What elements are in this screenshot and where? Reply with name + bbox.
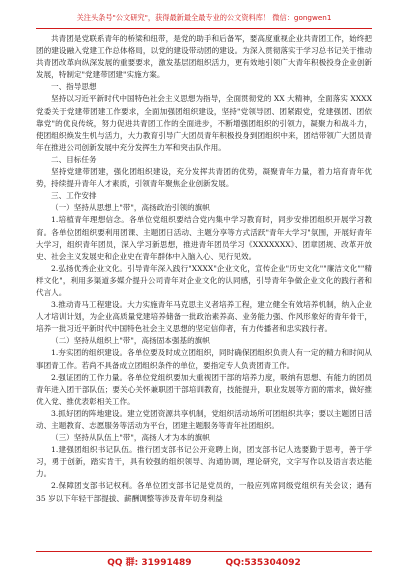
body-paragraph: 坚持以习近平新时代中国特色社会主义思想为指导，全面贯彻党的 XX 大精神，全面落实 XXXX 党委关于党建带团建工作要求，全面加强团组织建设，坚持"党领导团、团紧跟党，党建强团、团依靠党"的优良传统，努力促进共青团工作的全面进步，不断增强团组织的引领力，凝聚力和战斗力，使团组织焕发生机与活力，大力教育引导广大团员青年积极投身到团组织中来，团结带领广大团员青年在推进公司创新发展中充分发挥生力军和突击队作用。 <box>36 94 372 152</box>
body-paragraph: 2.强证团的工作力量。各单位党组织要加大重视团干部的培养力度，吸纳有思想、有能力的团员青年进入团干部队伍；要关心关怀兼职团干部培训教育，技能提升，职业发展等方面的需求，做好推优入党、推优表彰相关工作。 <box>36 372 372 406</box>
section-heading: 二、目标任务 <box>51 154 97 164</box>
body-paragraph: 共青团是党联系青年的桥梁和纽带，是党的助手和后备军，要高度重视企业共青团工作，始终把团的建设融入党建工作总体格局，以党的建设带动团的建设。为深入贯彻落实于学习总书记关于推动共青团改革向纵深发展的重要要求，激发基层团组织活力，更有效地引领广大青年积极投身企业创新发展，特制定"党建带团建"实施方案。 <box>36 34 372 80</box>
body-paragraph: 1.建强团组织书记队伍。推行团支部书记公开竞聘上岗，团支部书记人选要勤于思考，善于学习，勇于创新，踏实肯干，具有较强的组织领导、沟通协调，理论研究，文字写作以及语言表达能力。 <box>36 445 372 479</box>
body-paragraph: 1.夯实团的组织建设。各单位要及时成立团组织，同时确保团组织负责人有一定的精力和时间从事团青工作。若尚不具备成立团组织条件的单位，要指定专人负责团青工作。 <box>36 348 372 370</box>
footer-divider <box>36 551 372 552</box>
body-paragraph: 2.弘扬优秀企业文化。引导青年深入践行"XXXX"企业文化，宣传企业"历史文化""廉洁文化""精样文化"，利用多渠道多媒介提升公司青年对企业文化的认同感，引导青年争做企业文化的践行者和代言人。 <box>36 263 372 297</box>
section-heading: （二）坚持从组织上"带"，高扬固本强基的旗帜 <box>51 336 210 346</box>
body-paragraph: 3.抓好团的阵地建设。建立党团资源共享机制，党组织活动场所可团组织共享；要以主题团日活动、主题教育、志愿服务等活动为平台，团建主题服务等青年社团组织。 <box>36 408 372 430</box>
body-paragraph: 1.培植青年理想信念。各单位党组织要结合党内集中学习教育时，同步安排团组织开展学习教育。各单位团组织要利用团课、主题团日活动、主题分享等方式活跃"青年大学习"氛围，开展好青年大学习，组织青年团员，深入学习新思想，推进青年团员学习《XXXXXXX》、团章团规、改革开放史、社会主义发展史和企业史在青年群体中入脑入心、见行见效。 <box>36 215 372 261</box>
body-paragraph: 坚持党建带团建，强化团组织建设，充分发挥共青团的优势，凝聚青年力量，着力培育青年优势，持续提升青年人才素质，引领青年聚焦企业创新发展。 <box>36 167 372 189</box>
section-heading: （一）坚持从思想上"带"，高扬政治引领的旗帜 <box>51 203 210 213</box>
section-heading: 三、工作安排 <box>51 191 97 201</box>
section-heading: （三）坚持从队伍上"带"，高扬人才为本的旗帜 <box>51 433 210 443</box>
body-paragraph: 3.推动青马工程建设。大力实施青年马克思主义者培养工程，建立健全有效培养机制，纳入企业人才培训计划，为企业高质量党建培养储备一批政治素养高、业务能力强、作风形象好的青年骨干，培养一批习近平新时代中国特色社会主义思想的坚定信仰者，有力传播者和忠实践行者。 <box>36 300 372 334</box>
document-body <box>36 33 372 547</box>
header-banner: 关注头条号"公文研究"，获得最新最全最专业的公文资料库！ 微信：gongwen1 <box>76 13 332 22</box>
footer-qq-group: QQ 群: 31991489 <box>107 558 192 568</box>
footer <box>36 555 372 571</box>
footer-qq: QQ:535304092 <box>225 558 301 568</box>
section-heading: 一、指导思想 <box>51 82 97 92</box>
body-paragraph: 2.保障团支部书记权利。各单位团支部书记是党员的，一般应列席同级党组织有关会议；遇有 35 岁以下年轻干部提拔、薪酬调整等涉及青年切身利益 <box>36 481 372 503</box>
header-divider <box>36 28 372 29</box>
